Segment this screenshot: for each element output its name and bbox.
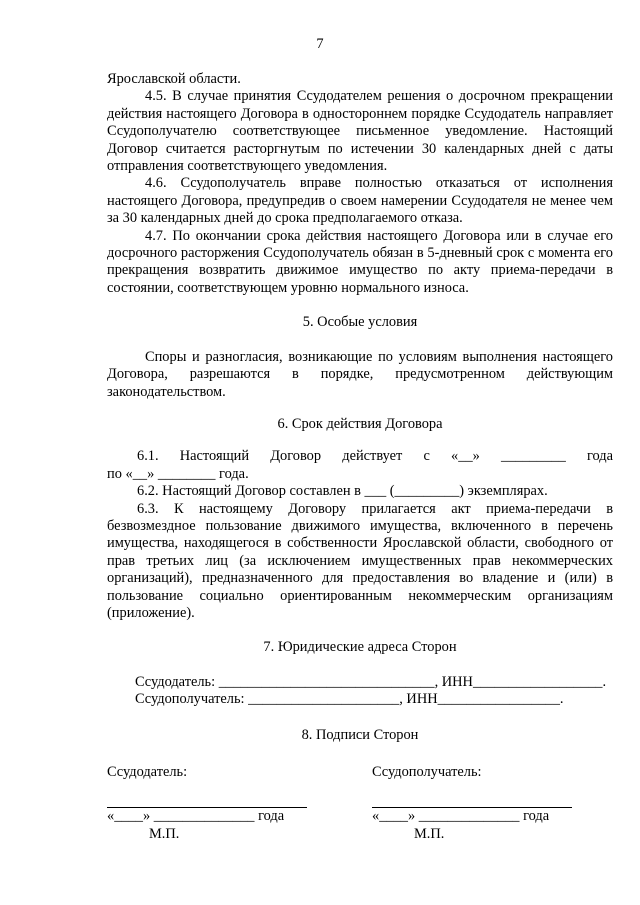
clause-4-5: 4.5. В случае принятия Ссудодателем решения о досрочном прекращении действия настоящего Договора в одностороннем порядке Ссудодатель направляет Ссудополучателю соответствующее письменное уведомление. Настоящий Договор считается расторгнутым по истечении 30 календарных дней с даты отправления соответствующего уведомления.: [107, 88, 613, 175]
borrower-signature-line: [372, 783, 572, 808]
borrower-signature-date: «____» ______________ года: [372, 808, 550, 825]
section-6-heading: 6. Срок действия Договора: [277, 415, 443, 432]
clause-6-3: 6.3. К настоящему Договору прилагается акт приема-передачи в безвозмездное пользование движимого имущества, включенного в перечень имущества, находящегося в собственности Ярославской области, свободного от прав третьих лиц (за исключением имущественных прав некоммерческих организаций), предназначенного для предоставления во владение и (или) в пользование социально ориентированным некоммерческим организациям (приложение).: [107, 500, 613, 621]
lender-address-line: Ссудодатель: ______________________________, ИНН__________________.: [135, 673, 607, 690]
section-7-heading: 7. Юридические адреса Сторон: [263, 639, 457, 656]
lender-signature-label: Ссудодатель:: [107, 764, 188, 780]
lender-stamp-label: М.П.: [149, 825, 180, 842]
section-5-heading: 5. Особые условия: [302, 314, 418, 331]
document-body: [107, 71, 613, 762]
borrower-address-line: Ссудополучатель: _____________________, ИНН_________________.: [135, 691, 564, 708]
borrower-stamp-label: М.П.: [414, 825, 445, 842]
page-number: 7: [316, 36, 324, 52]
borrower-signature-label: Ссудополучатель:: [372, 764, 482, 780]
lender-signature-line: [107, 783, 307, 808]
clause-5: Споры и разногласия, возникающие по условиям выполнения настоящего Договора, разрешаются в порядке, предусмотренном действующим законодательством.: [107, 348, 613, 400]
clause-6-1-line1: 6.1. Настоящий Договор действует с «__» _________ года: [137, 448, 613, 465]
paragraph-continuation: Ярославской области.: [107, 71, 241, 87]
clause-4-6: 4.6. Ссудополучатель вправе полностью отказаться от исполнения настоящего Договора, предупредив о своем намерении Ссудодателя не менее чем за 30 календарных дней до срока предполагаемого отказа.: [107, 175, 613, 227]
clause-6-2: 6.2. Настоящий Договор составлен в ___ (_________) экземплярах.: [137, 483, 548, 500]
clause-6-1-line2: по «__» ________ года.: [107, 465, 249, 482]
section-8-heading: 8. Подписи Сторон: [301, 726, 419, 743]
borrower-signature-block: [372, 764, 612, 843]
clause-4-7: 4.7. По окончании срока действия настоящего Договора или в случае его досрочного расторжения Ссудополучатель обязан в 5-дневный срок с момента его прекращения возвратить движимое имущество по акту приема-передачи в состоянии, соответствующем уровню нормального износа.: [107, 227, 613, 296]
lender-signature-date: «____» ______________ года: [107, 808, 285, 825]
lender-signature-block: [107, 764, 347, 843]
